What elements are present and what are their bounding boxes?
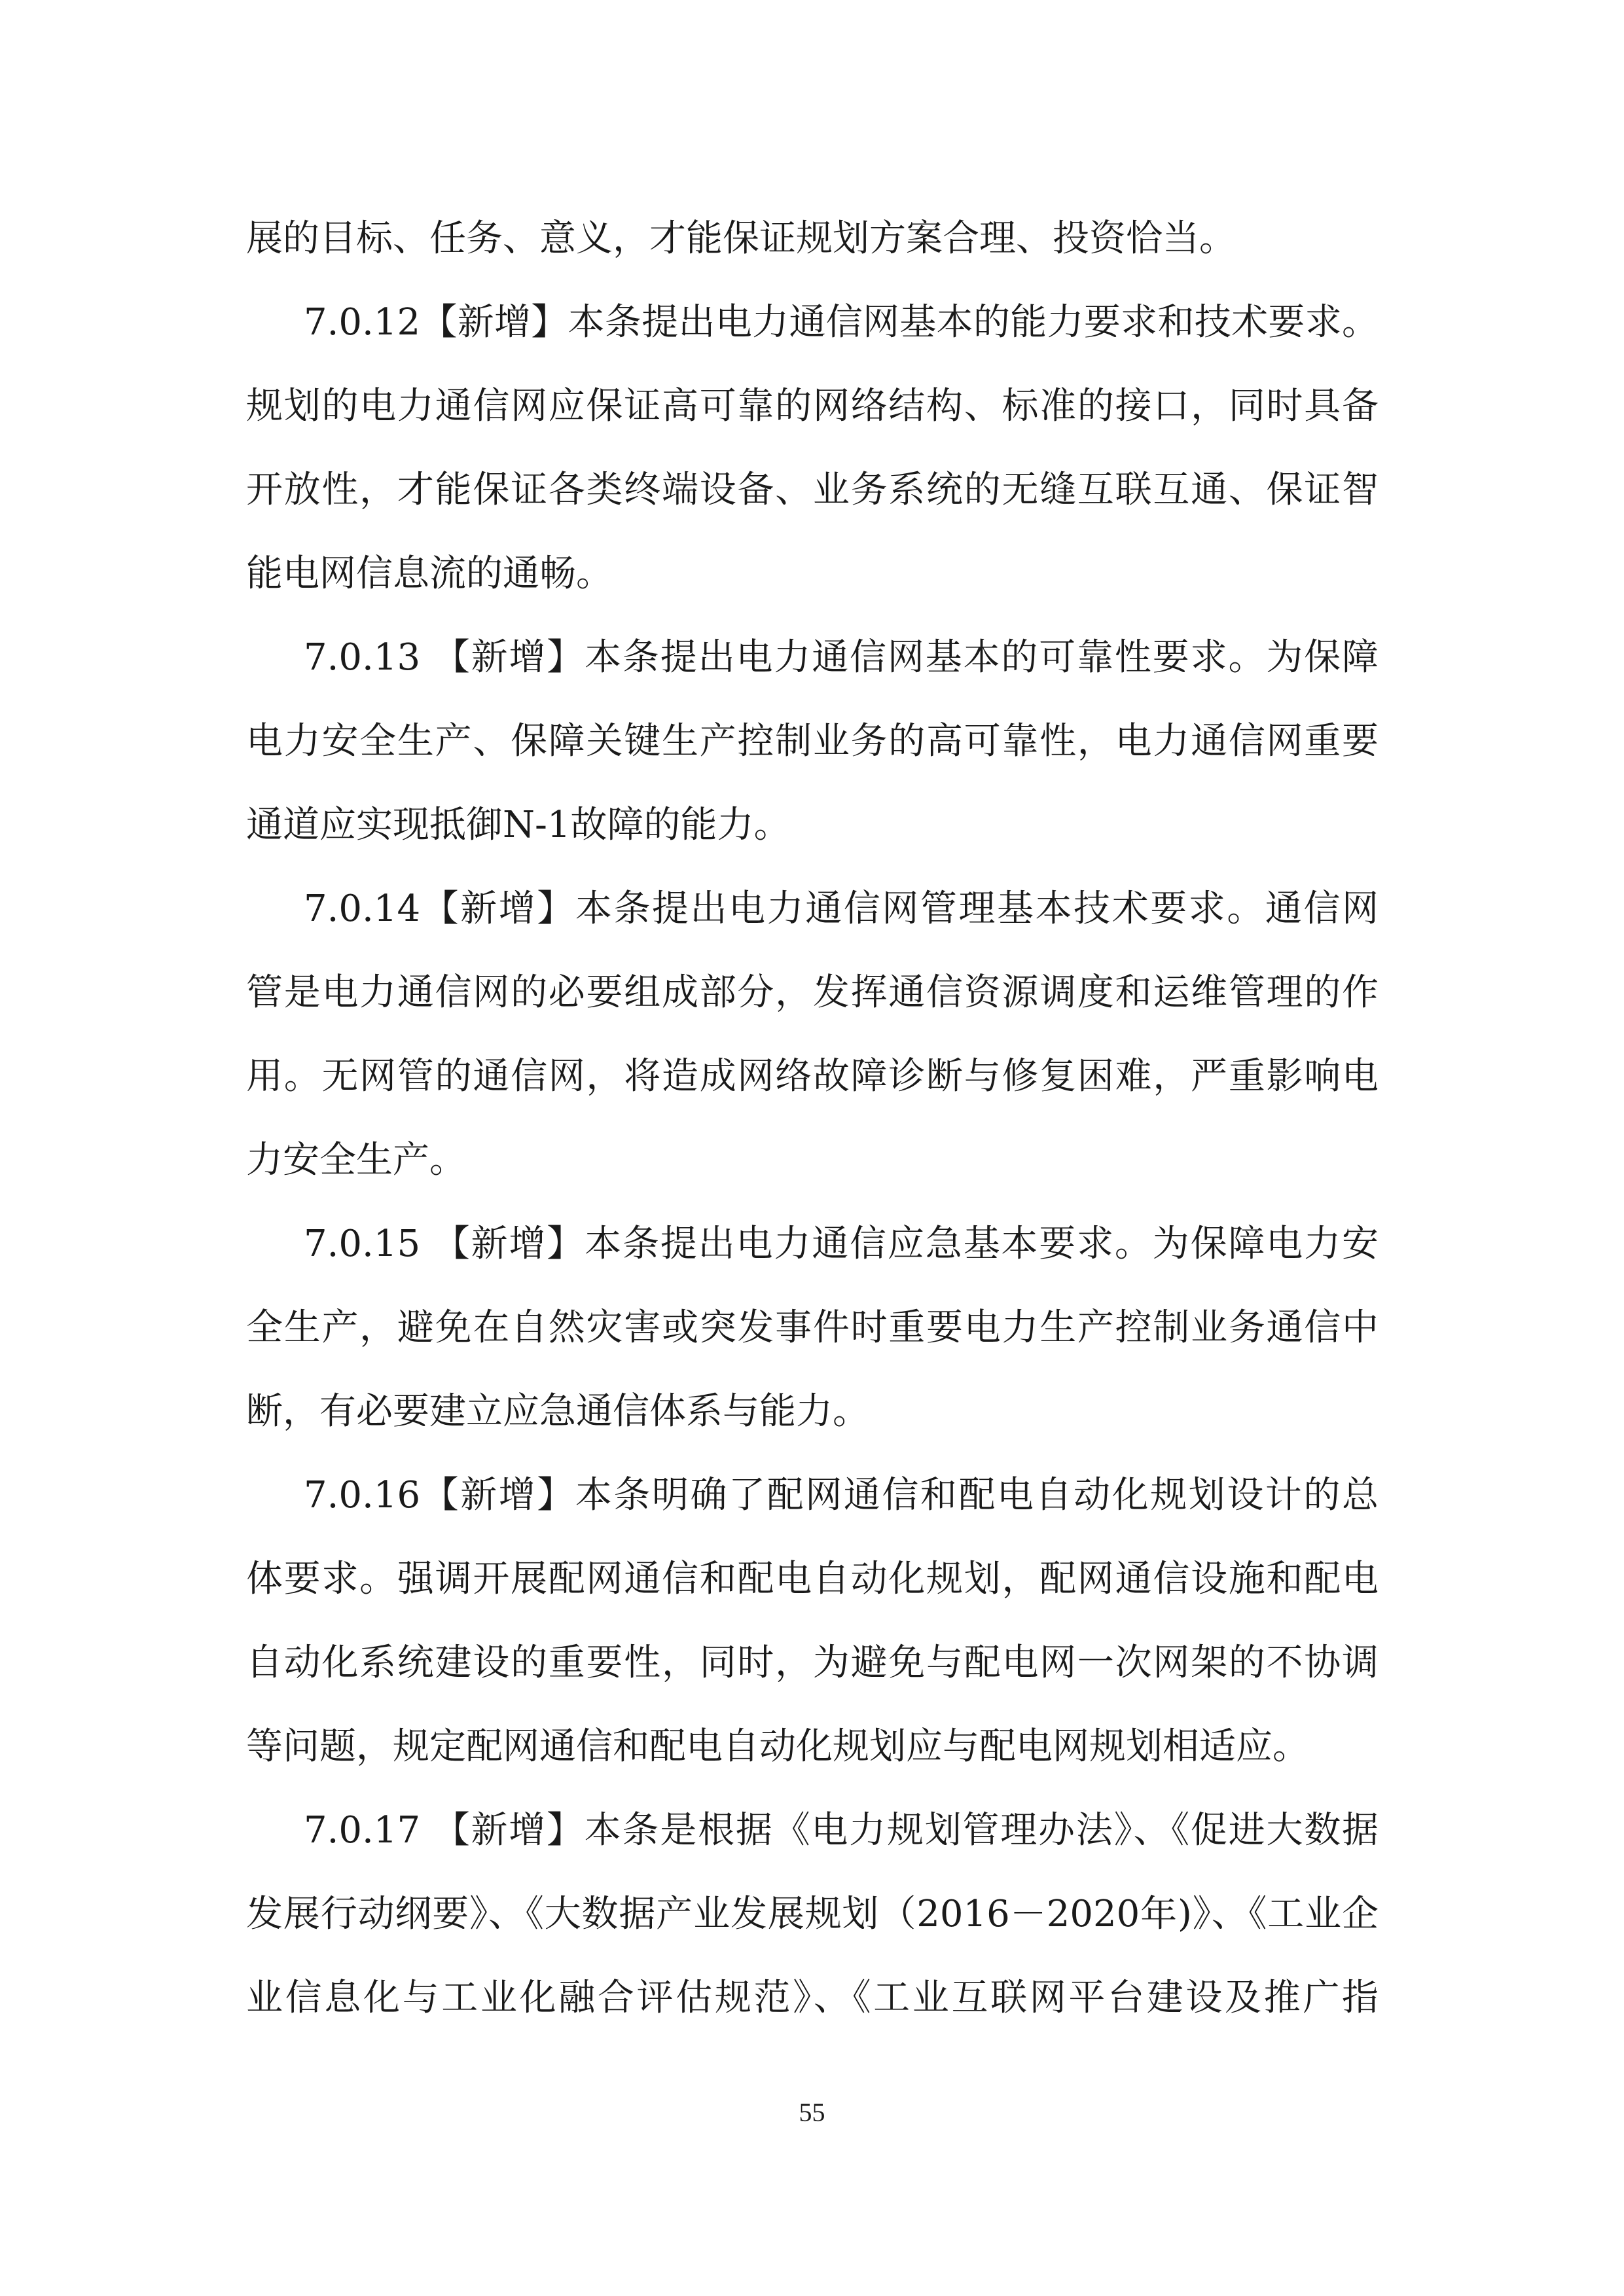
text-line-22: 业信息化与工业化融合评估规范》、《工业互联网平台建设及推广指 bbox=[246, 1977, 1379, 2019]
text-line-12: 力安全生产。 bbox=[246, 1139, 466, 1181]
text-line-5: 能电网信息流的通畅。 bbox=[246, 552, 613, 595]
text-line-21: 发展行动纲要》、《大数据产业发展规划（2016－2020年)》、《工业企 bbox=[246, 1893, 1379, 1935]
text-line-8: 通道应实现抵御N-1故障的能力。 bbox=[246, 804, 791, 846]
text-line-7: 电力安全生产、保障关键生产控制业务的高可靠性，电力通信网重要 bbox=[246, 720, 1379, 762]
text-line-1: 展的目标、任务、意义，才能保证规划方案合理、投资恰当。 bbox=[246, 217, 1236, 260]
text-line-10: 管是电力通信网的必要组成部分，发挥通信资源调度和运维管理的作 bbox=[246, 971, 1379, 1014]
text-line-13: 7.0.15 【新增】本条提出电力通信应急基本要求。为保障电力安 bbox=[304, 1223, 1379, 1265]
text-line-16: 7.0.16【新增】本条明确了配网通信和配电自动化规划设计的总 bbox=[304, 1474, 1379, 1516]
text-line-4: 开放性，才能保证各类终端设备、业务系统的无缝互联互通、保证智 bbox=[246, 469, 1379, 511]
text-line-20: 7.0.17 【新增】本条是根据《电力规划管理办法》、《促进大数据 bbox=[304, 1809, 1379, 1852]
text-line-18: 自动化系统建设的重要性，同时，为避免与配电网一次网架的不协调 bbox=[246, 1641, 1379, 1684]
text-line-6: 7.0.13 【新增】本条提出电力通信网基本的可靠性要求。为保障 bbox=[304, 636, 1379, 679]
text-line-17: 体要求。强调开展配网通信和配电自动化规划，配网通信设施和配电 bbox=[246, 1558, 1379, 1600]
text-line-3: 规划的电力通信网应保证高可靠的网络结构、标准的接口，同时具备 bbox=[246, 385, 1379, 427]
text-line-9: 7.0.14【新增】本条提出电力通信网管理基本技术要求。通信网 bbox=[304, 888, 1379, 930]
text-line-14: 全生产，避免在自然灾害或突发事件时重要电力生产控制业务通信中 bbox=[246, 1306, 1379, 1349]
text-line-19: 等问题，规定配网通信和配电自动化规划应与配电网规划相适应。 bbox=[246, 1725, 1309, 1768]
text-line-2: 7.0.12【新增】本条提出电力通信网基本的能力要求和技术要求。 bbox=[304, 301, 1379, 344]
text-line-15: 断，有必要建立应急通信体系与能力。 bbox=[246, 1390, 869, 1433]
page-number: 55 bbox=[799, 2098, 825, 2127]
text-line-11: 用。无网管的通信网，将造成网络故障诊断与修复困难，严重影响电 bbox=[246, 1055, 1379, 1098]
